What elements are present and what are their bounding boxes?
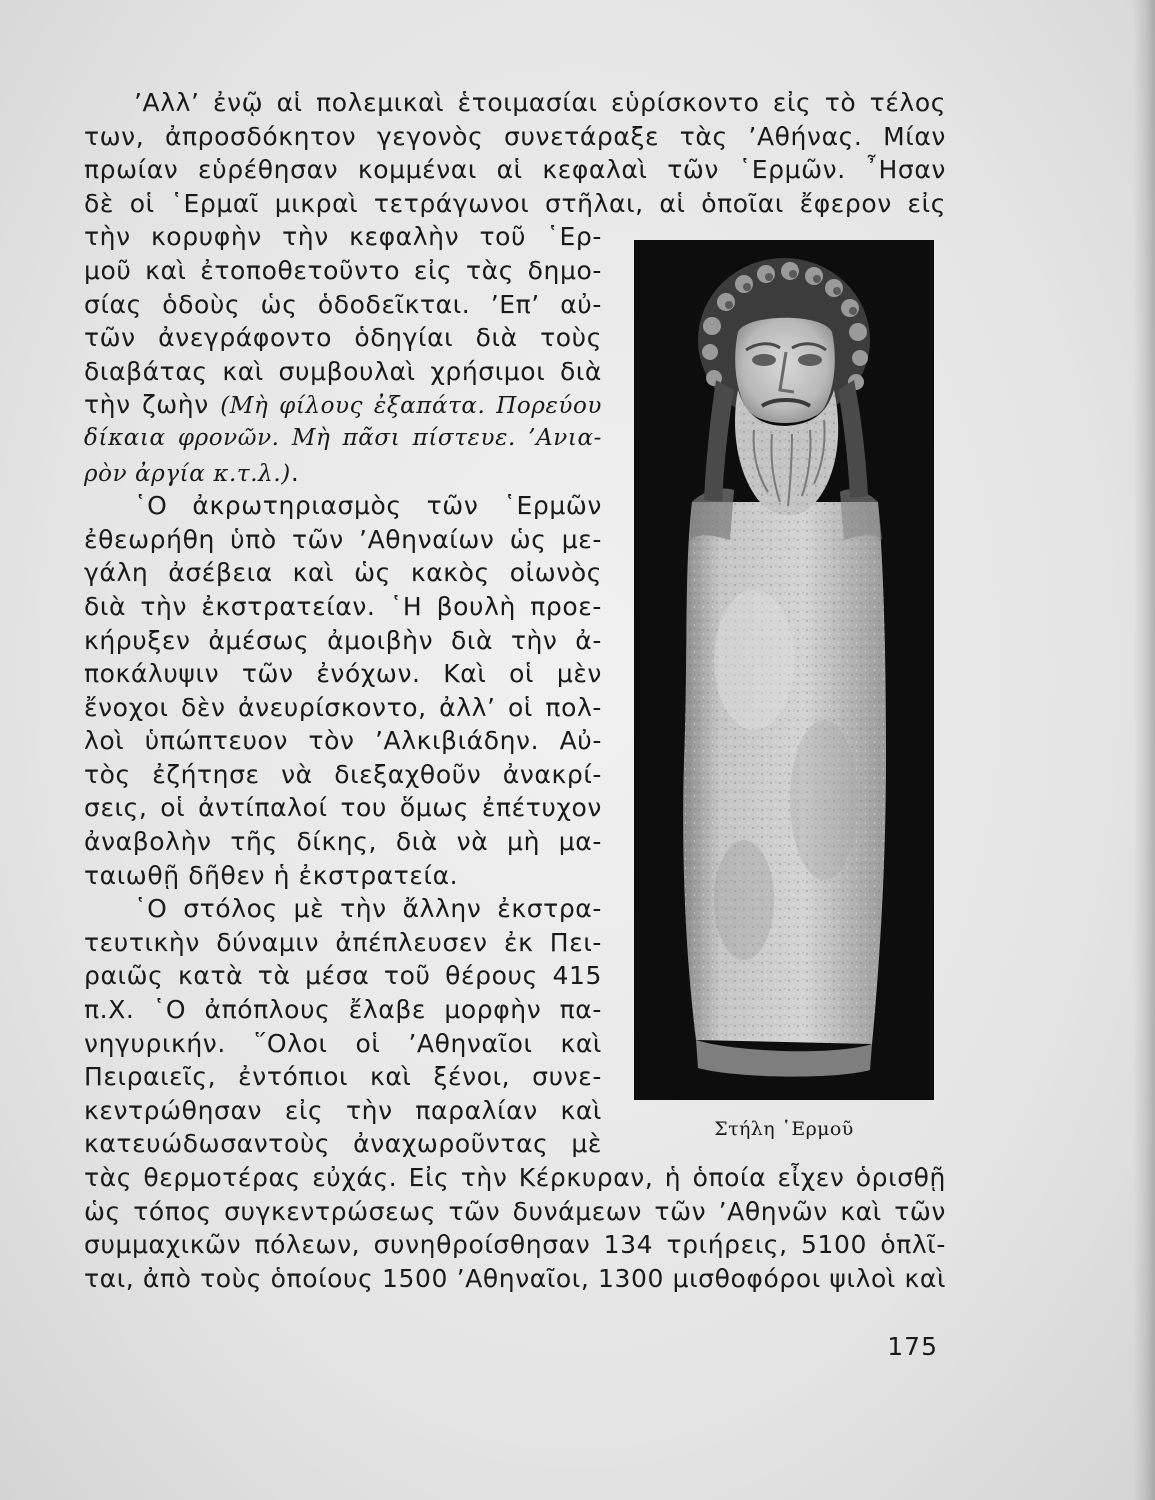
- text-line: π.Χ. ῾Ο ἀπόπλους ἔλαβε μορφὴν πα-: [84, 995, 602, 1025]
- text-line: τὰς θερμοτέρας εὐχάς. Εἰς τὴν Κέρκυραν, ἡ ὁποία εἶχεν ὁρισθῇ: [84, 1163, 946, 1192]
- weathered-patch: [790, 720, 858, 880]
- text-line: ποκάλυψιν τῶν ἐνόχων. Καὶ οἱ μὲν: [84, 659, 602, 689]
- text-line: ῾Ο ἀκρωτηριασμὸς τῶν ῾Ερμῶν: [134, 491, 602, 521]
- text-line: ἐθεωρήθη ὑπὸ τῶν ’Αθηναίων ὡς με-: [84, 524, 602, 554]
- text-line: κατευώδωσαντοὺς ἀναχωροῦντας μὲ: [84, 1129, 602, 1159]
- text-line: σίας ὁδοὺς ὡς ὁδοδεῖκται. ’Επ’ αὐ-: [84, 289, 602, 319]
- page-number: 175: [887, 1332, 938, 1361]
- text-line: ταιωθῇ δῆθεν ἡ ἐκστρατεία.: [84, 860, 459, 890]
- text-line: ται, ἀπὸ τοὺς ὁποίους 1500 ’Αθηναῖοι, 1300 μισθοφόροι ψιλοὶ καὶ: [84, 1263, 946, 1293]
- italic-quote-line: δίκαια φρονῶν. Μὴ πᾶσι πίστευε. ’Ανια-: [84, 424, 602, 451]
- text-line: ’Αλλ’ ἐνῷ αἱ πολεμικαὶ ἑτοιμασίαι εὑρίσκοντο εἰς τὸ τέλος: [134, 88, 946, 117]
- text-line: ὡς τόπος συγκεντρώσεως τῶν δυνάμεων τῶν ’Αθηνῶν καὶ τῶν: [84, 1196, 946, 1226]
- text-line: τευτικὴν δύναμιν ἀπέπλευσεν ἐκ Πει-: [84, 927, 602, 957]
- figure-caption: Στήλη ῾Ερμοῦ: [714, 1118, 854, 1140]
- text-line: ραιῶς κατὰ τὰ μέσα τοῦ θέρους 415: [84, 961, 602, 991]
- italic-quote: ρὸν ἀργία κ.τ.λ.): [84, 460, 291, 487]
- text-line: διαβάτας καὶ συμβουλαὶ χρήσιμοι διὰ: [84, 356, 602, 386]
- text-line: διὰ τὴν ἐκστρατείαν. ῾Η βουλὴ προε-: [84, 591, 602, 621]
- text-line: ῾Ο στόλος μὲ τὴν ἄλλην ἐκστρα-: [134, 894, 602, 924]
- text-line: δὲ οἱ ῾Ερμαῖ μικραὶ τετράγωνοι στῆλαι, αἱ ὁποῖαι ἔφερον εἰς: [84, 188, 946, 218]
- text-line: τῶν ἀνεγράφοντο ὁδηγίαι διὰ τοὺς: [84, 323, 602, 353]
- text-line: νηγυρικήν. ῞Ολοι οἱ ’Αθηναῖοι καὶ: [84, 1028, 602, 1058]
- page-binding-shadow: [1133, 0, 1155, 1500]
- text-line: λοὶ ὑπώπτευον τὸν ’Αλκιβιάδην. Αὐ-: [84, 726, 602, 756]
- text-line: κήρυξεν ἀμέσως ἀμοιβὴν διὰ τὴν ἀ-: [84, 625, 602, 655]
- text-segment: τὴν ζωὴν: [84, 390, 221, 420]
- text-line: πρωίαν εὑρέθησαν κομμέναι αἱ κεφαλαὶ τῶν ῾Ερμῶν. ῏Ησαν: [84, 155, 946, 185]
- text-line: μοῦ καὶ ἐτοποθετοῦντο εἰς τὰς δημο-: [84, 255, 602, 285]
- text-line: των, ἀπροσδόκητον γεγονὸς συνετάραξε τὰς ’Αθήνας. Μίαν: [84, 121, 946, 151]
- herm-stele-illustration: [634, 240, 934, 1100]
- text-line: ἔνοχοι δὲν ἀνευρίσκοντο, ἀλλ’ οἱ πολ-: [84, 692, 602, 722]
- right-eye: [798, 354, 822, 366]
- weathered-patch: [714, 840, 774, 960]
- weathered-patch: [714, 590, 794, 730]
- text-line: κεντρώθησαν εἰς τὴν παραλίαν καὶ: [84, 1095, 602, 1125]
- text-line: σεις, οἱ ἀντίπαλοί του ὅμως ἐπέτυχον: [84, 793, 602, 823]
- text-line: γάλη ἀσέβεια καὶ ὡς κακὸς οἰωνὸς: [84, 558, 602, 588]
- left-eye: [752, 354, 776, 366]
- text-line: τὴν κορυφὴν τὴν κεφαλὴν τοῦ ῾Ερ-: [84, 222, 602, 252]
- text-line: τὸς ἐζήτησε νὰ διεξαχθοῦν ἀνακρί-: [84, 759, 602, 789]
- text-line-italic-mix: [84, 388, 602, 422]
- text-segment: .: [290, 457, 300, 487]
- text-line: συμμαχικῶν πόλεων, συνηθροίσθησαν 134 τριήρεις, 5100 ὁπλῖ-: [84, 1230, 946, 1260]
- text-line: Πειραιεῖς, ἐντόπιοι καὶ ξένοι, συνε-: [84, 1062, 602, 1092]
- herm-photo: [634, 240, 934, 1100]
- text-line: ἀναβολὴν τῆς δίκης, διὰ νὰ μὴ μα-: [84, 827, 602, 857]
- face: [735, 318, 835, 423]
- italic-quote: (Μὴ φίλους ἐξαπάτα. Πορεύου: [220, 393, 603, 420]
